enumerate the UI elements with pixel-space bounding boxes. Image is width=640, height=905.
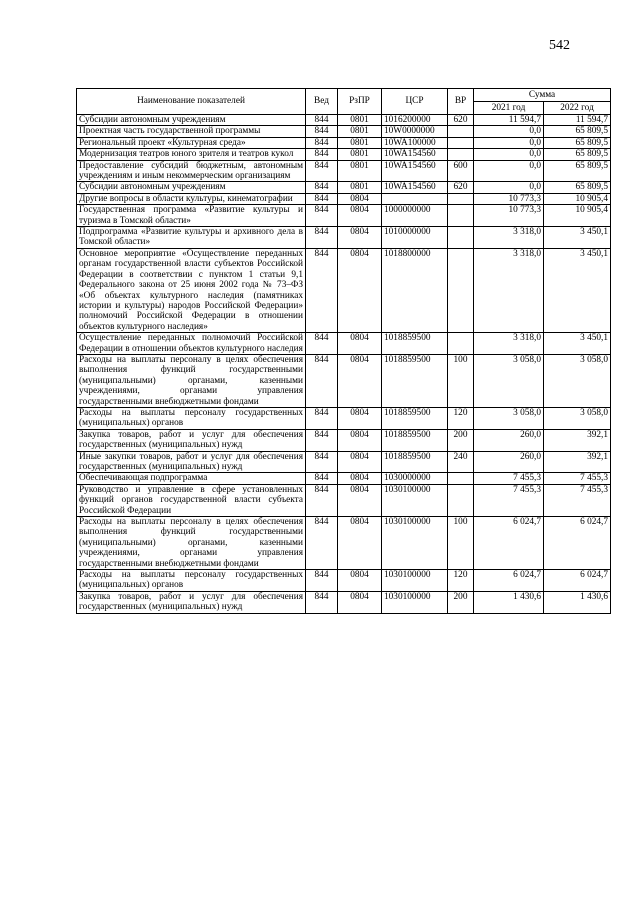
cell-2022: 65 809,5 bbox=[544, 126, 611, 137]
cell-rzpr: 0801 bbox=[338, 126, 382, 137]
header-2022: 2022 год bbox=[544, 102, 611, 115]
table-row bbox=[77, 205, 611, 227]
cell-csr: 1018859500 bbox=[382, 429, 448, 451]
cell-ved: 844 bbox=[306, 451, 338, 473]
cell-2021: 10 773,3 bbox=[474, 205, 544, 227]
table-row bbox=[77, 149, 611, 160]
table-row bbox=[77, 227, 611, 249]
cell-2021: 260,0 bbox=[474, 429, 544, 451]
cell-rzpr: 0801 bbox=[338, 160, 382, 182]
cell-name: Расходы на выплаты персоналу государственных (муниципальных) органов bbox=[77, 407, 306, 429]
cell-ved: 844 bbox=[306, 407, 338, 429]
cell-name: Закупка товаров, работ и услуг для обеспечения государственных (муниципальных) нужд bbox=[77, 429, 306, 451]
cell-name: Расходы на выплаты персоналу государственных (муниципальных) органов bbox=[77, 570, 306, 592]
cell-2022: 65 809,5 bbox=[544, 149, 611, 160]
cell-2022: 10 905,4 bbox=[544, 193, 611, 204]
table-row bbox=[77, 429, 611, 451]
cell-name: Осуществление переданных полномочий Российской Федерации в отношении объектов культурного наследия bbox=[77, 333, 306, 355]
cell-csr: 1018800000 bbox=[382, 248, 448, 332]
cell-vr: 620 bbox=[448, 182, 474, 193]
table-row bbox=[77, 126, 611, 137]
cell-csr: 1030100000 bbox=[382, 517, 448, 570]
cell-vr: 120 bbox=[448, 570, 474, 592]
cell-2021: 0,0 bbox=[474, 126, 544, 137]
cell-name: Предоставление субсидий бюджетным, автономным учреждениям и иным некоммерческим организациям bbox=[77, 160, 306, 182]
cell-ved: 844 bbox=[306, 205, 338, 227]
cell-2022: 7 455,3 bbox=[544, 473, 611, 484]
page-number: 542 bbox=[549, 38, 570, 53]
cell-2022: 7 455,3 bbox=[544, 484, 611, 516]
header-rzpr: РзПР bbox=[338, 89, 382, 115]
cell-vr: 620 bbox=[448, 115, 474, 126]
cell-rzpr: 0801 bbox=[338, 149, 382, 160]
cell-2021: 3 058,0 bbox=[474, 354, 544, 407]
cell-csr: 1018859500 bbox=[382, 354, 448, 407]
cell-ved: 844 bbox=[306, 115, 338, 126]
cell-rzpr: 0804 bbox=[338, 248, 382, 332]
cell-name: Основное мероприятие «Осуществление переданных органам государственной власти субъектов Российской Федерации в соответствии с пунктом 1 статьи 9,1 Федерального закона от 25 июня 2002 года № 73–ФЗ «Об объектах культурного наследия (памятниках истории и культуры) народов Российской Федерации» полномочий Российской Федерации в отношении объектов культурного наследия» bbox=[77, 248, 306, 332]
cell-2022: 10 905,4 bbox=[544, 205, 611, 227]
cell-name: Расходы на выплаты персоналу в целях обеспечения выполнения функций государственными (муниципальными) органами, казенными учреждениями, органами управления государственными внебюджетными фондами bbox=[77, 354, 306, 407]
cell-rzpr: 0804 bbox=[338, 227, 382, 249]
cell-name: Руководство и управление в сфере установленных функций органов государственной власти субъекта Российской Федерации bbox=[77, 484, 306, 516]
cell-vr bbox=[448, 137, 474, 148]
cell-2022: 65 809,5 bbox=[544, 160, 611, 182]
cell-vr: 240 bbox=[448, 451, 474, 473]
cell-2021: 0,0 bbox=[474, 149, 544, 160]
cell-ved: 844 bbox=[306, 517, 338, 570]
cell-vr: 100 bbox=[448, 517, 474, 570]
cell-vr: 200 bbox=[448, 429, 474, 451]
cell-2021: 7 455,3 bbox=[474, 473, 544, 484]
cell-csr: 1018859500 bbox=[382, 451, 448, 473]
table-row bbox=[77, 115, 611, 126]
cell-csr: 1030100000 bbox=[382, 570, 448, 592]
cell-csr: 10WA154560 bbox=[382, 160, 448, 182]
table-row bbox=[77, 248, 611, 332]
cell-ved: 844 bbox=[306, 160, 338, 182]
cell-2022: 11 594,7 bbox=[544, 115, 611, 126]
cell-ved: 844 bbox=[306, 227, 338, 249]
cell-2021: 1 430,6 bbox=[474, 591, 544, 613]
cell-name: Расходы на выплаты персоналу в целях обеспечения выполнения функций государственными (муниципальными) органами, казенными учреждениями, органами управления государственными внебюджетными фондами bbox=[77, 517, 306, 570]
cell-ved: 844 bbox=[306, 126, 338, 137]
cell-2022: 3 058,0 bbox=[544, 354, 611, 407]
cell-2021: 10 773,3 bbox=[474, 193, 544, 204]
cell-name: Проектная часть государственной программы bbox=[77, 126, 306, 137]
budget-table bbox=[76, 88, 611, 614]
cell-csr: 1018859500 bbox=[382, 407, 448, 429]
cell-csr: 1018859500 bbox=[382, 333, 448, 355]
cell-csr bbox=[382, 193, 448, 204]
cell-rzpr: 0804 bbox=[338, 473, 382, 484]
cell-2021: 3 318,0 bbox=[474, 227, 544, 249]
table-body bbox=[77, 115, 611, 614]
cell-rzpr: 0801 bbox=[338, 137, 382, 148]
cell-name: Региональный проект «Культурная среда» bbox=[77, 137, 306, 148]
cell-csr: 1016200000 bbox=[382, 115, 448, 126]
cell-name: Субсидии автономным учреждениям bbox=[77, 115, 306, 126]
cell-2022: 6 024,7 bbox=[544, 517, 611, 570]
table-row bbox=[77, 407, 611, 429]
cell-2021: 3 058,0 bbox=[474, 407, 544, 429]
cell-ved: 844 bbox=[306, 137, 338, 148]
cell-csr: 10W0000000 bbox=[382, 126, 448, 137]
cell-2021: 0,0 bbox=[474, 137, 544, 148]
header-sum: Сумма bbox=[474, 89, 611, 102]
cell-ved: 844 bbox=[306, 248, 338, 332]
cell-csr: 1010000000 bbox=[382, 227, 448, 249]
cell-rzpr: 0804 bbox=[338, 570, 382, 592]
cell-2022: 3 450,1 bbox=[544, 248, 611, 332]
cell-csr: 1030000000 bbox=[382, 473, 448, 484]
cell-2021: 0,0 bbox=[474, 160, 544, 182]
cell-rzpr: 0801 bbox=[338, 182, 382, 193]
cell-rzpr: 0804 bbox=[338, 333, 382, 355]
table-row bbox=[77, 333, 611, 355]
cell-rzpr: 0804 bbox=[338, 451, 382, 473]
cell-ved: 844 bbox=[306, 484, 338, 516]
cell-2021: 260,0 bbox=[474, 451, 544, 473]
cell-csr: 1000000000 bbox=[382, 205, 448, 227]
table-row bbox=[77, 570, 611, 592]
cell-rzpr: 0804 bbox=[338, 429, 382, 451]
cell-ved: 844 bbox=[306, 591, 338, 613]
cell-vr bbox=[448, 193, 474, 204]
table-row bbox=[77, 137, 611, 148]
cell-name: Государственная программа «Развитие культуры и туризма в Томской области» bbox=[77, 205, 306, 227]
cell-ved: 844 bbox=[306, 333, 338, 355]
cell-vr bbox=[448, 473, 474, 484]
cell-rzpr: 0804 bbox=[338, 407, 382, 429]
table-row bbox=[77, 182, 611, 193]
cell-name: Обеспечивающая подпрограмма bbox=[77, 473, 306, 484]
cell-name: Закупка товаров, работ и услуг для обеспечения государственных (муниципальных) нужд bbox=[77, 591, 306, 613]
cell-2021: 6 024,7 bbox=[474, 517, 544, 570]
cell-rzpr: 0804 bbox=[338, 354, 382, 407]
cell-2021: 7 455,3 bbox=[474, 484, 544, 516]
cell-2022: 65 809,5 bbox=[544, 182, 611, 193]
header-2021: 2021 год bbox=[474, 102, 544, 115]
cell-ved: 844 bbox=[306, 473, 338, 484]
header-vr: ВР bbox=[448, 89, 474, 115]
cell-2021: 6 024,7 bbox=[474, 570, 544, 592]
cell-2021: 3 318,0 bbox=[474, 248, 544, 332]
cell-vr: 100 bbox=[448, 354, 474, 407]
cell-csr: 1030100000 bbox=[382, 484, 448, 516]
cell-rzpr: 0804 bbox=[338, 517, 382, 570]
table-row bbox=[77, 451, 611, 473]
cell-2021: 11 594,7 bbox=[474, 115, 544, 126]
cell-rzpr: 0801 bbox=[338, 115, 382, 126]
cell-2022: 3 450,1 bbox=[544, 227, 611, 249]
cell-vr bbox=[448, 484, 474, 516]
cell-2021: 0,0 bbox=[474, 182, 544, 193]
cell-vr bbox=[448, 227, 474, 249]
cell-2022: 3 058,0 bbox=[544, 407, 611, 429]
cell-2022: 1 430,6 bbox=[544, 591, 611, 613]
cell-csr: 10WA100000 bbox=[382, 137, 448, 148]
cell-name: Модернизация театров юного зрителя и театров кукол bbox=[77, 149, 306, 160]
cell-vr bbox=[448, 205, 474, 227]
cell-vr bbox=[448, 333, 474, 355]
cell-name: Иные закупки товаров, работ и услуг для обеспечения государственных (муниципальных) нужд bbox=[77, 451, 306, 473]
cell-vr: 600 bbox=[448, 160, 474, 182]
cell-rzpr: 0804 bbox=[338, 193, 382, 204]
cell-name: Подпрограмма «Развитие культуры и архивного дела в Томской области» bbox=[77, 227, 306, 249]
cell-vr: 120 bbox=[448, 407, 474, 429]
cell-rzpr: 0804 bbox=[338, 591, 382, 613]
cell-ved: 844 bbox=[306, 354, 338, 407]
cell-vr bbox=[448, 126, 474, 137]
cell-ved: 844 bbox=[306, 570, 338, 592]
cell-ved: 844 bbox=[306, 193, 338, 204]
header-ved: Вед bbox=[306, 89, 338, 115]
cell-2022: 65 809,5 bbox=[544, 137, 611, 148]
cell-2021: 3 318,0 bbox=[474, 333, 544, 355]
cell-rzpr: 0804 bbox=[338, 205, 382, 227]
header-csr: ЦСР bbox=[382, 89, 448, 115]
cell-2022: 392,1 bbox=[544, 451, 611, 473]
cell-2022: 3 450,1 bbox=[544, 333, 611, 355]
cell-vr: 200 bbox=[448, 591, 474, 613]
table-row bbox=[77, 160, 611, 182]
table-row bbox=[77, 484, 611, 516]
cell-2022: 392,1 bbox=[544, 429, 611, 451]
cell-2022: 6 024,7 bbox=[544, 570, 611, 592]
header-name: Наименование показателей bbox=[77, 89, 306, 115]
cell-name: Субсидии автономным учреждениям bbox=[77, 182, 306, 193]
cell-csr: 10WA154560 bbox=[382, 182, 448, 193]
cell-csr: 10WA154560 bbox=[382, 149, 448, 160]
cell-rzpr: 0804 bbox=[338, 484, 382, 516]
table-row bbox=[77, 591, 611, 613]
cell-ved: 844 bbox=[306, 429, 338, 451]
cell-vr bbox=[448, 248, 474, 332]
cell-ved: 844 bbox=[306, 149, 338, 160]
cell-csr: 1030100000 bbox=[382, 591, 448, 613]
table-row bbox=[77, 473, 611, 484]
table-row bbox=[77, 193, 611, 204]
table-row bbox=[77, 517, 611, 570]
cell-name: Другие вопросы в области культуры, кинематографии bbox=[77, 193, 306, 204]
cell-ved: 844 bbox=[306, 182, 338, 193]
cell-vr bbox=[448, 149, 474, 160]
table-row bbox=[77, 354, 611, 407]
